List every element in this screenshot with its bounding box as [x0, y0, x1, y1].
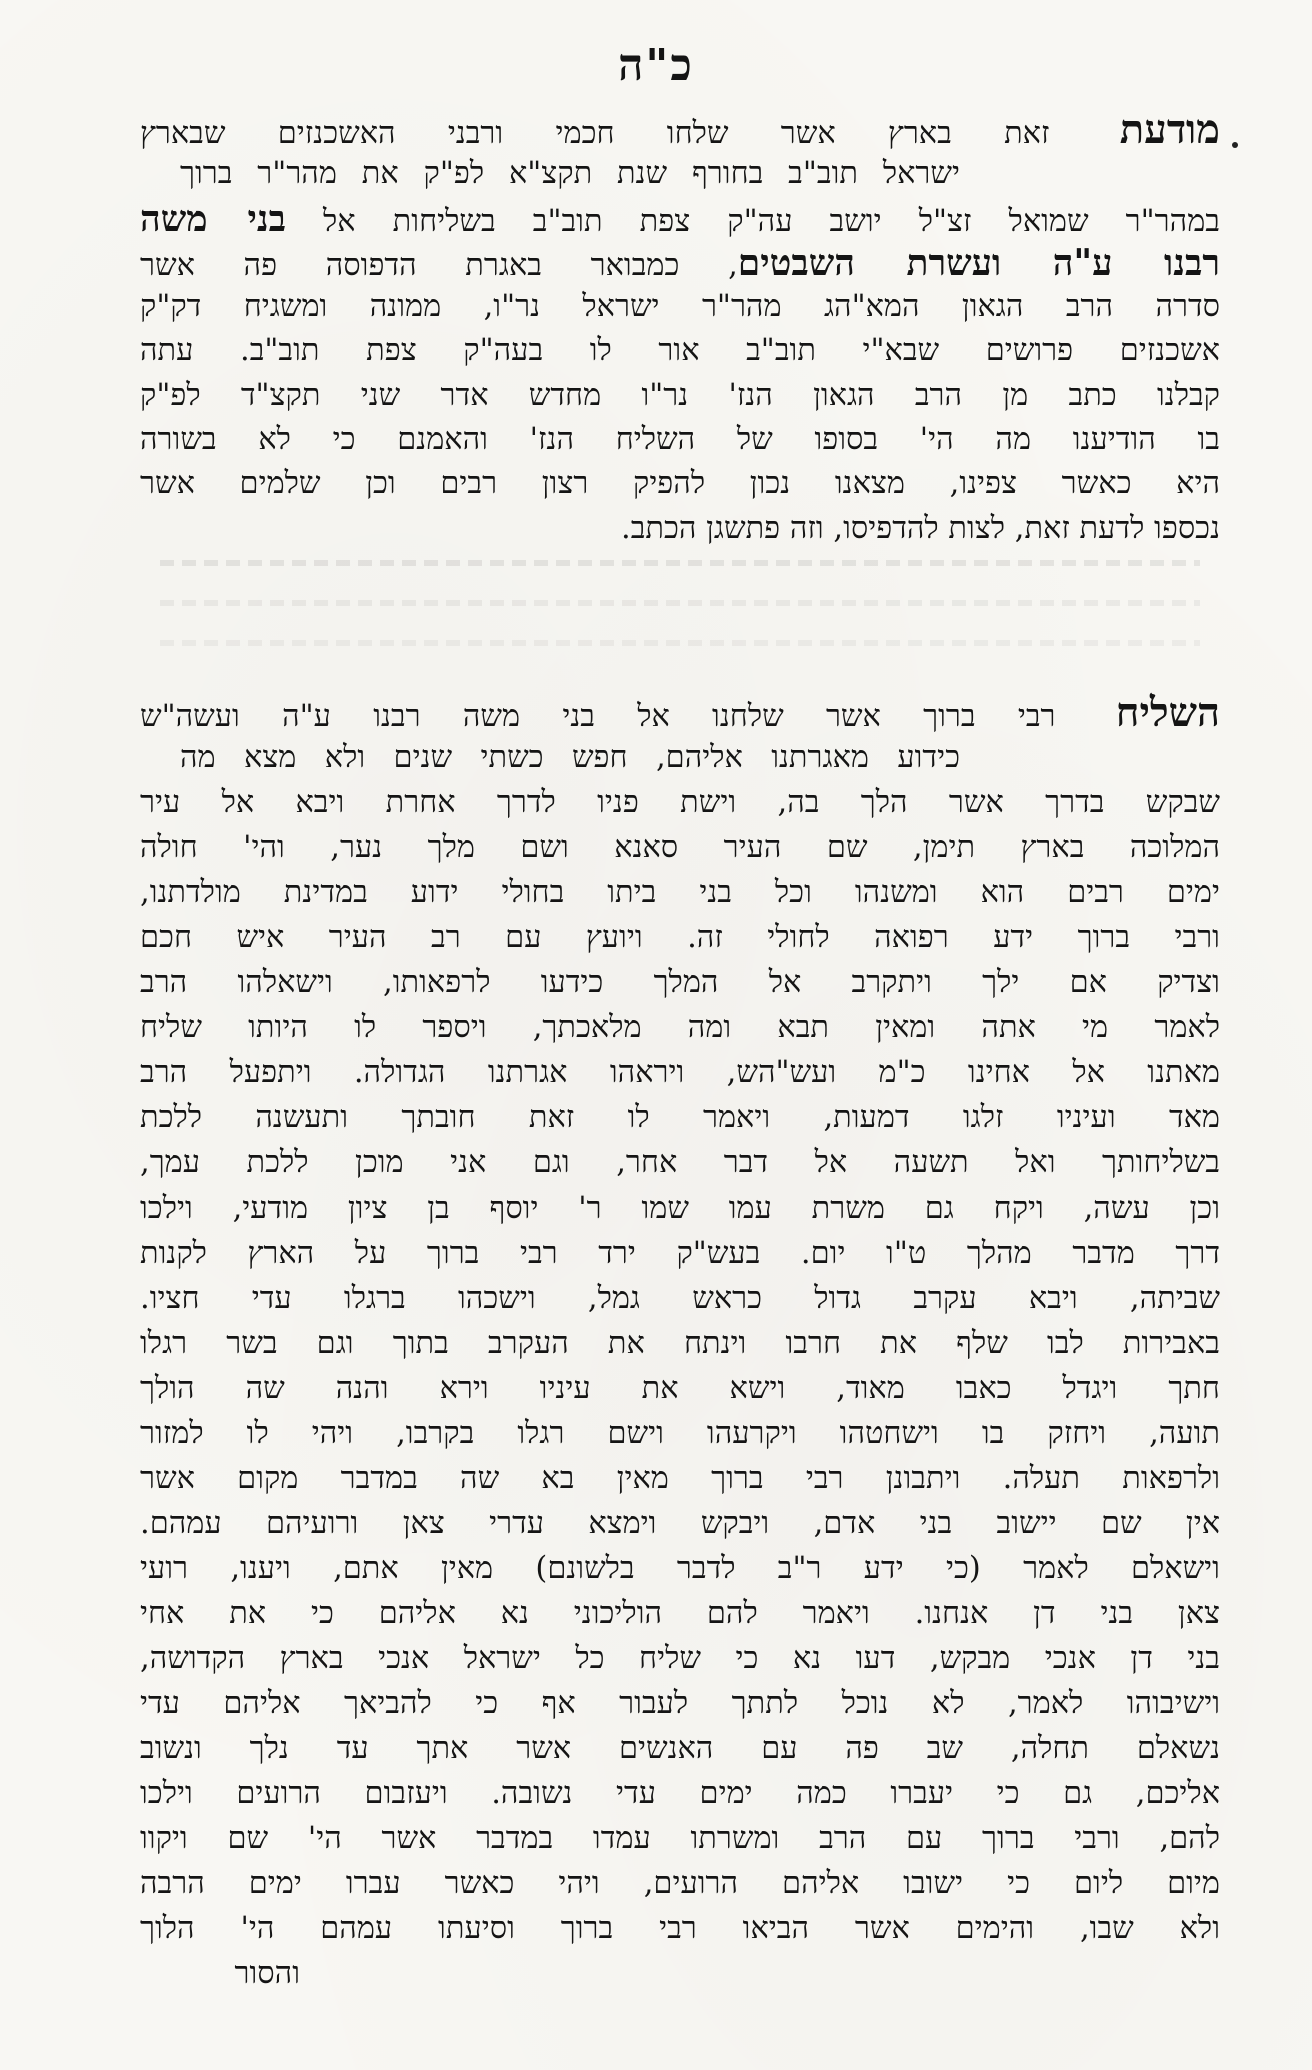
letter-line-25: אליכם, גם כי יעברו כמה ימים עדי נשובה. ויעזבום הרועים וילכו — [140, 1776, 1220, 1812]
letter-line-1 — [140, 690, 1220, 735]
letter-lead-word: השליח — [1115, 690, 1220, 736]
letter-line-24: נשאלם תחלה, שב פה עם האנשים אשר אתך עד נלך ונשוב — [140, 1731, 1220, 1767]
letter-line-22: בני דן אנכי מבקש, דעו נא כי שליח כל ישראל אנכי בארץ הקדושה, — [140, 1640, 1220, 1676]
letter-line-17: תועה, ויחזק בו וישחטהו ויקרעהו וישם רגלו בקרבו, ויהי לו למזור — [140, 1415, 1220, 1451]
letter-line-2: כידוע מאגרתנו אליהם, חפש כשתי שנים ולא מצא מה — [180, 740, 960, 776]
letter-line-3: שבקש בדרך אשר הלך בה, וישת פניו לדרך אחרת ויבא אל עיר — [140, 785, 1220, 821]
notice-line-3-emphasis: בני משה — [140, 197, 286, 240]
letter-line-12: וכן עשה, ויקח גם משרת עמו שמו ר' יוסף בן ציון מודעי, וילכו — [140, 1190, 1220, 1226]
notice-line-1 — [140, 108, 1220, 152]
notice-line-7: קבלנו כתב מן הרב הגאון הנז' נר"ו מחדש אדר שני תקצ"ד לפ"ק — [140, 377, 1220, 413]
letter-line-21: צאן בני דן אנחנו. ויאמר להם הוליכוני נא אליהם כי את אחי — [140, 1595, 1220, 1631]
notice-line-5: סדרה הרב הגאון המא"הג מהר"ר ישראל נר"ו, ממונה ומשגיח דק"ק — [140, 289, 1220, 325]
margin-dot — [1232, 142, 1238, 148]
letter-line-7: וצדיק אם ילך ויתקרב אל המלך כידעו לרפאותו, וישאלהו הרב — [140, 965, 1220, 1001]
letter-line-10: מאד ועיניו זלגו דמעות, ויאמר לו זאת חובתך ותעשנה ללכת — [140, 1100, 1220, 1136]
bleed-through-band — [160, 560, 1200, 566]
notice-line-9: היא כאשר צפינו, מצאנו נכון להפיק רצון רבים וכן שלמים אשר — [140, 466, 1220, 502]
notice-line-2: ישראל תוב"ב בחורף שנת תקצ"א לפ"ק את מהר"ר ברוך — [180, 156, 960, 192]
letter-line-20: וישאלם לאמר (כי ידע ר"ב לדבר בלשונם) מאין אתם, ויענו, רועי — [140, 1550, 1220, 1586]
letter-line-5: ימים רבים הוא ומשנהו וכל בני ביתו בחולי ידוע במדינת מולדתנו, — [140, 875, 1220, 911]
letter-line-16: חתך ויגדל כאבו מאוד, וישא את עיניו וירא והנה שה הולך — [140, 1370, 1220, 1406]
notice-line-3-text: במהר"ר שמואל זצ"ל יושב עה"ק צפת תוב"ב בשליחות אל — [323, 203, 1220, 239]
notice-line-4 — [140, 241, 1220, 285]
letter-line-27: מיום ליום כי ישובו אליהם הרועים, ויהי כאשר עברו ימים הרבה — [140, 1866, 1220, 1902]
notice-line-3 — [140, 197, 1220, 241]
letter-line-26: להם, ורבי ברוך עם הרב ומשרתו עמדו במדבר אשר הי' שם ויקוו — [140, 1821, 1220, 1857]
notice-line-10: נכספו לדעת זאת, לצות להדפיסו, וזה פתשגן הכתב. — [621, 510, 1220, 546]
notice-section — [140, 108, 1220, 551]
bleed-through-band — [160, 600, 1200, 606]
notice-lead-word: מודעת — [1119, 108, 1220, 153]
notice-line-6: אשכנזים פרושים שבא"י תוב"ב אור לו בעה"ק צפת תוב"ב. עתה — [140, 333, 1220, 369]
bleed-through-band — [160, 640, 1200, 646]
letter-line-19: אין שם יישוב בני אדם, ויבקש וימצא עדרי צאן ורועיהם עמהם. — [140, 1505, 1220, 1541]
letter-line-13: דרך מדבר מהלך ט"ו יום. בעש"ק ירד רבי ברוך על הארץ לקנות — [140, 1235, 1220, 1271]
letter-line-1-text: רבי ברוך אשר שלחנו אל בני משה רבנו ע"ה ועשה"ש — [140, 699, 1056, 734]
letter-section — [140, 690, 1220, 1996]
letter-line-6: ורבי ברוך ידע רפואה לחולי זה. ויועץ עם רב העיר איש חכם — [140, 920, 1220, 956]
notice-line-1-text: זאת בארץ אשר שלחו חכמי ורבני האשכנזים שבארץ — [140, 116, 1050, 151]
letter-line-23: וישיבוהו לאמר, לא נוכל לתתך לעבור אף כי להביאך אליהם עדי — [140, 1686, 1220, 1722]
letter-line-8: לאמר מי אתה ומאין תבא ומה מלאכתך, ויספר לו היותו שליח — [140, 1010, 1220, 1046]
notice-line-4-rest: , כמבואר באגרת הדפוסה פה אשר — [140, 247, 738, 283]
letter-line-18: ולרפאות תעלה. ויתבונן רבי ברוך מאין בא שה במדבר מקום אשר — [140, 1460, 1220, 1496]
letter-line-4: המלוכה בארץ תימן, שם העיר סאנא ושם מלך נער, והי' חולה — [140, 830, 1220, 866]
catchword: והסור — [234, 1956, 300, 1992]
letter-line-14: שביתה, ויבא עקרב גדול כראש גמל, וישכהו ברגלו עדי חציו. — [140, 1280, 1220, 1316]
letter-line-11: בשליחותך ואל תשעה אל דבר אחר, וגם אני מוכן ללכת עמך, — [140, 1145, 1220, 1181]
notice-line-8: בו הודיענו מה הי' בסופו של השליח הנז' והאמנם כי לא בשורה — [140, 422, 1220, 458]
letter-line-9: מאתנו אל אחינו כ"מ ועש"הש, ויראהו אגרתנו הגדולה. ויתפעל הרב — [140, 1055, 1220, 1091]
letter-line-28: ולא שבו, והימים אשר הביאו רבי ברוך וסיעתו עמהם הי' הלוך — [140, 1911, 1220, 1947]
page-number: כ"ה — [618, 40, 694, 91]
notice-line-4-emphasis: רבנו ע"ה ועשרת השבטים — [737, 241, 1220, 284]
letter-line-15: באבירות לבו שלף את חרבו וינתח את העקרב בתוך וגם בשר רגלו — [140, 1325, 1220, 1361]
